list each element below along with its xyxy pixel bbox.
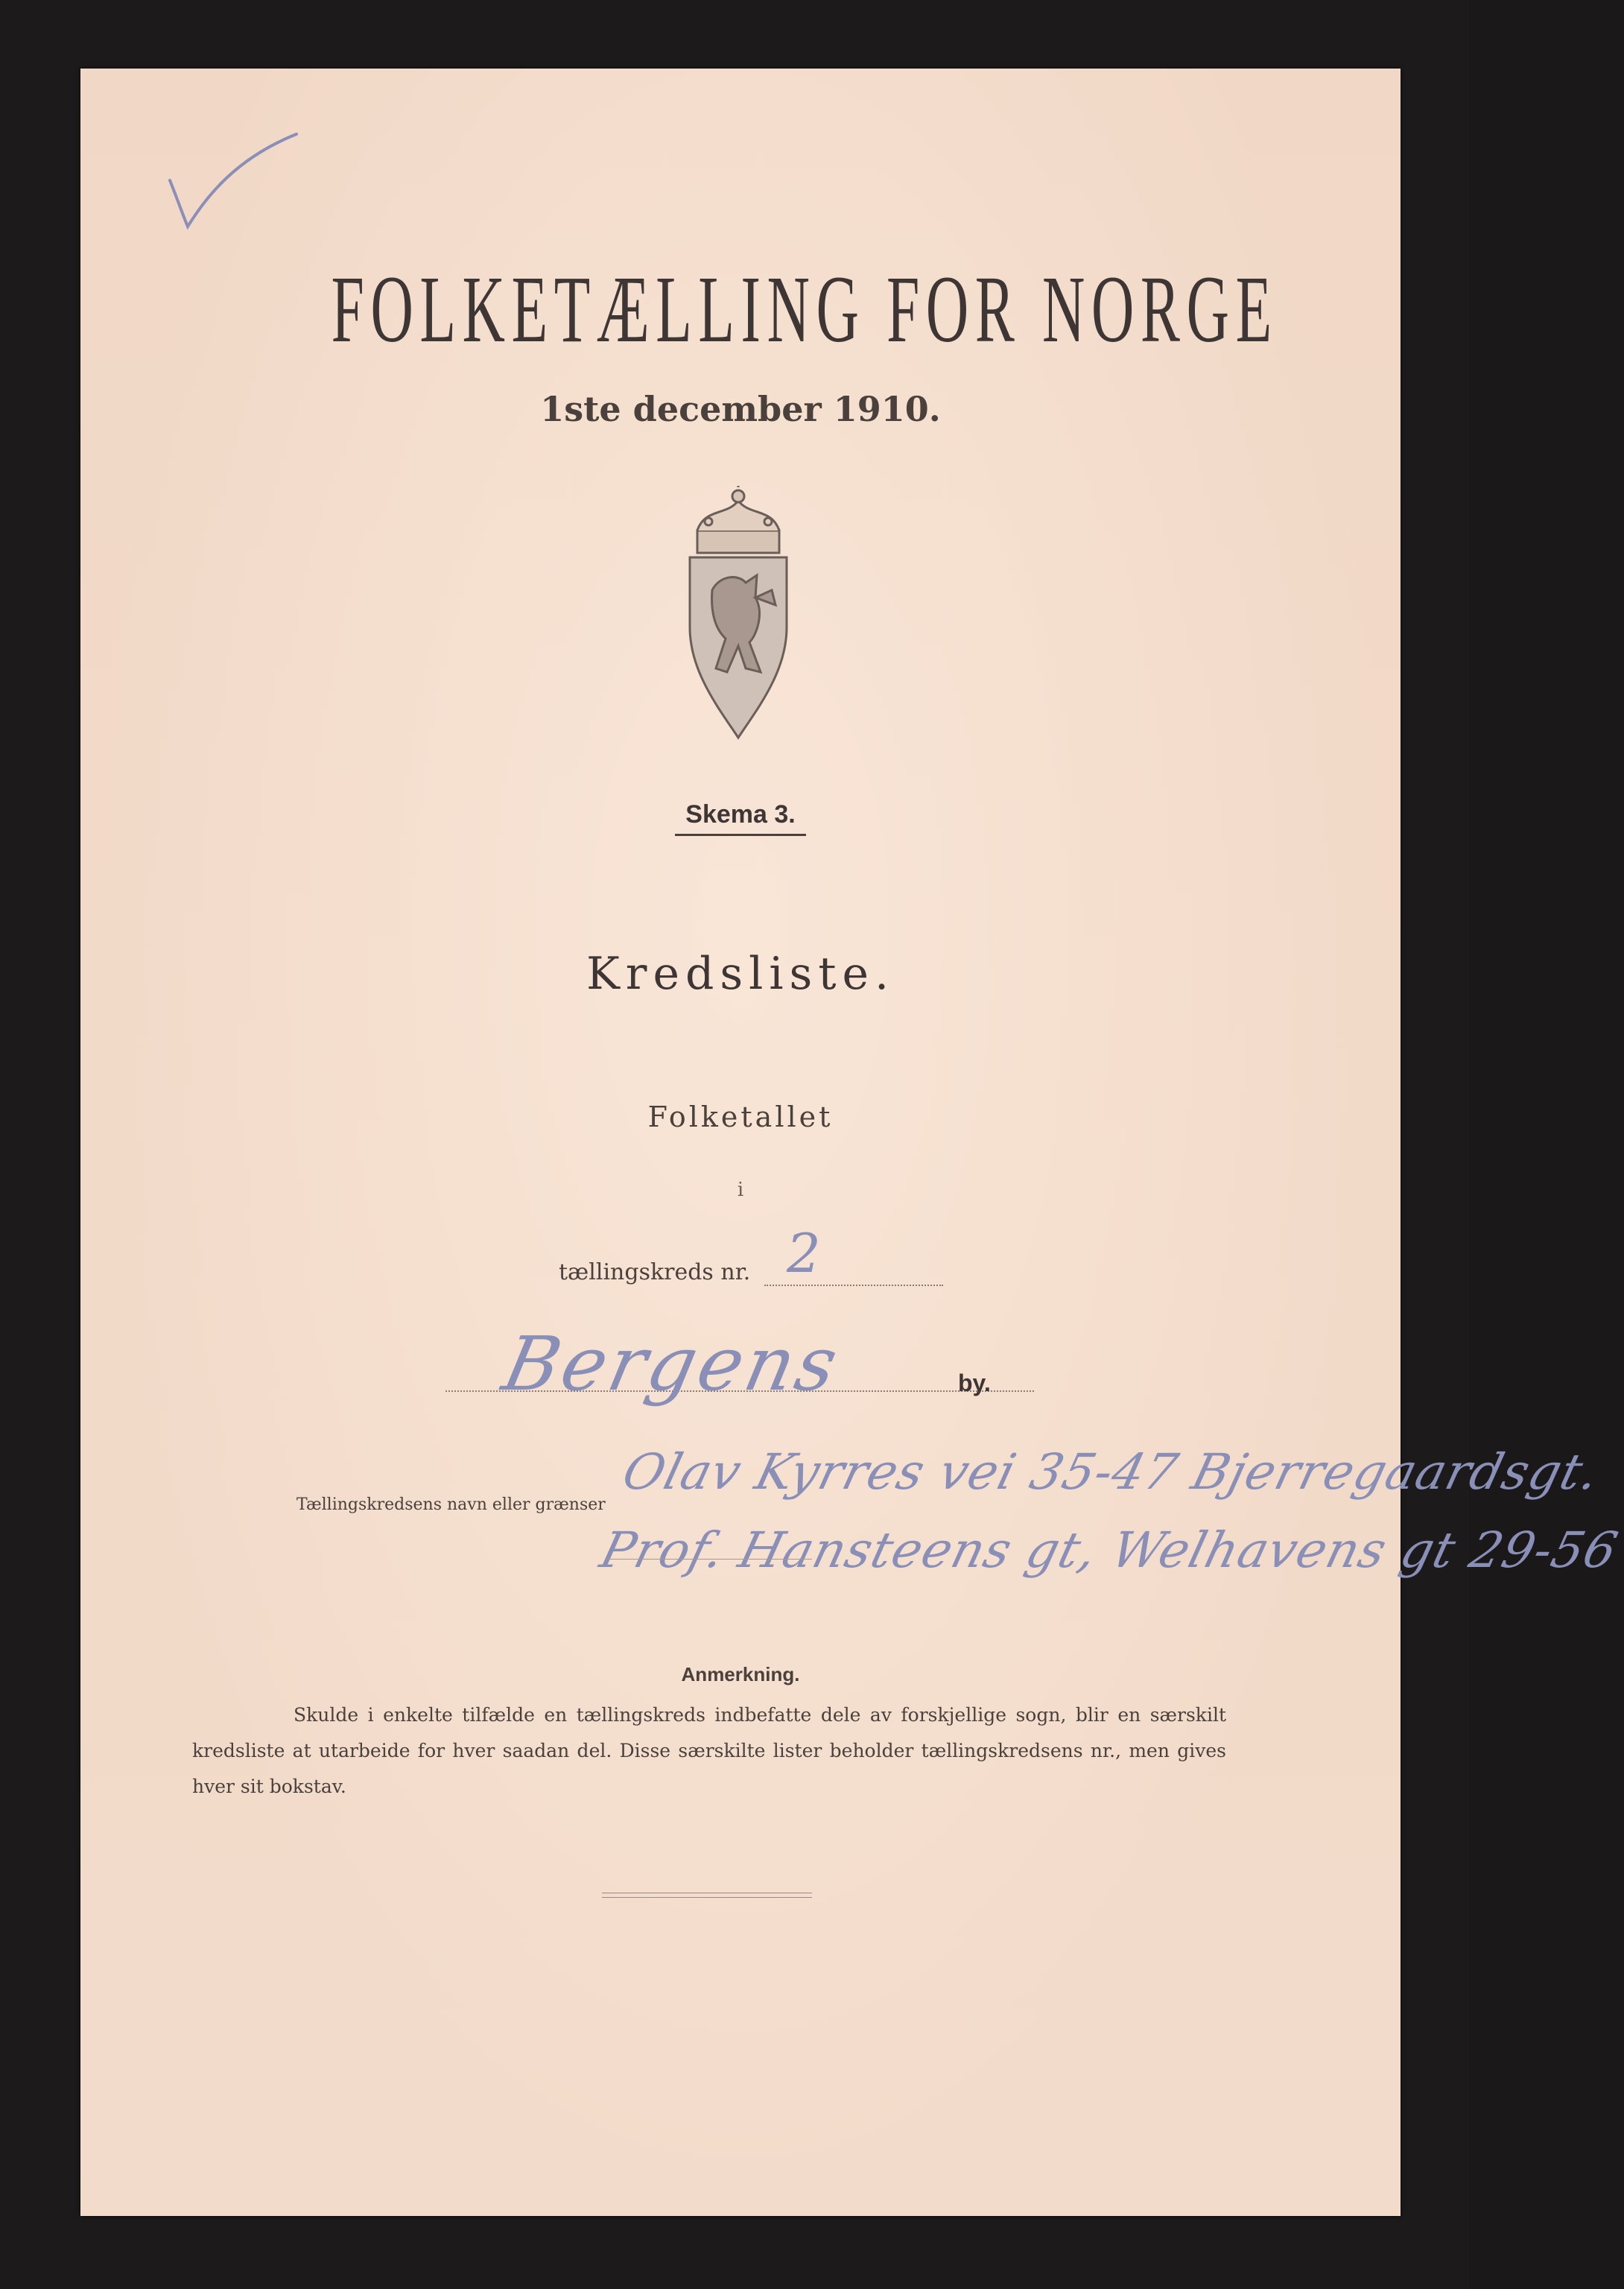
boundaries-label: Tællingskredsens navn eller grænser [296,1495,606,1514]
census-form-page [80,69,1624,2216]
district-number-field-line [764,1285,943,1286]
bottom-double-rule [602,1893,812,1898]
preposition-text: i [737,1179,744,1201]
form-subheading: Folketallet [647,1101,834,1133]
boundaries-value-line2[interactable]: Prof. Hansteens gt, Welhavens gt 29-56 [594,1522,1624,1579]
separator-rule [606,1559,812,1560]
schema-number [80,800,1401,836]
norwegian-lion-coat-of-arms-icon [667,486,809,754]
form-heading: Kredsliste. [586,948,895,1000]
boundaries-value-line1[interactable]: Olav Kyrres vei 35-47 Bjerregaardsgt. [617,1443,1606,1501]
note-title: Anmerkning. [681,1663,800,1685]
note-text: Skulde i enkelte tilfælde en tællingskreds indbefatte dele av forskjellige sogn, blir en særskilt kredsliste at utarbeide for hver saadan del. Disse særskilte lister beholder tællingskredsens nr., men gives hver sit bokstav. [192,1704,1226,1797]
census-date: 1ste december 1910. [540,389,941,429]
district-number-value[interactable]: 2 [787,1222,821,1285]
schema-label: Skema 3. [675,800,805,836]
checkmark-icon [155,128,304,247]
city-name-value[interactable]: Bergens [495,1320,848,1408]
document-title: FOLKETÆLLING FOR NORGE [331,256,1278,362]
city-suffix-label: by. [958,1370,991,1396]
district-number-label: tællingskreds nr. [559,1259,751,1285]
